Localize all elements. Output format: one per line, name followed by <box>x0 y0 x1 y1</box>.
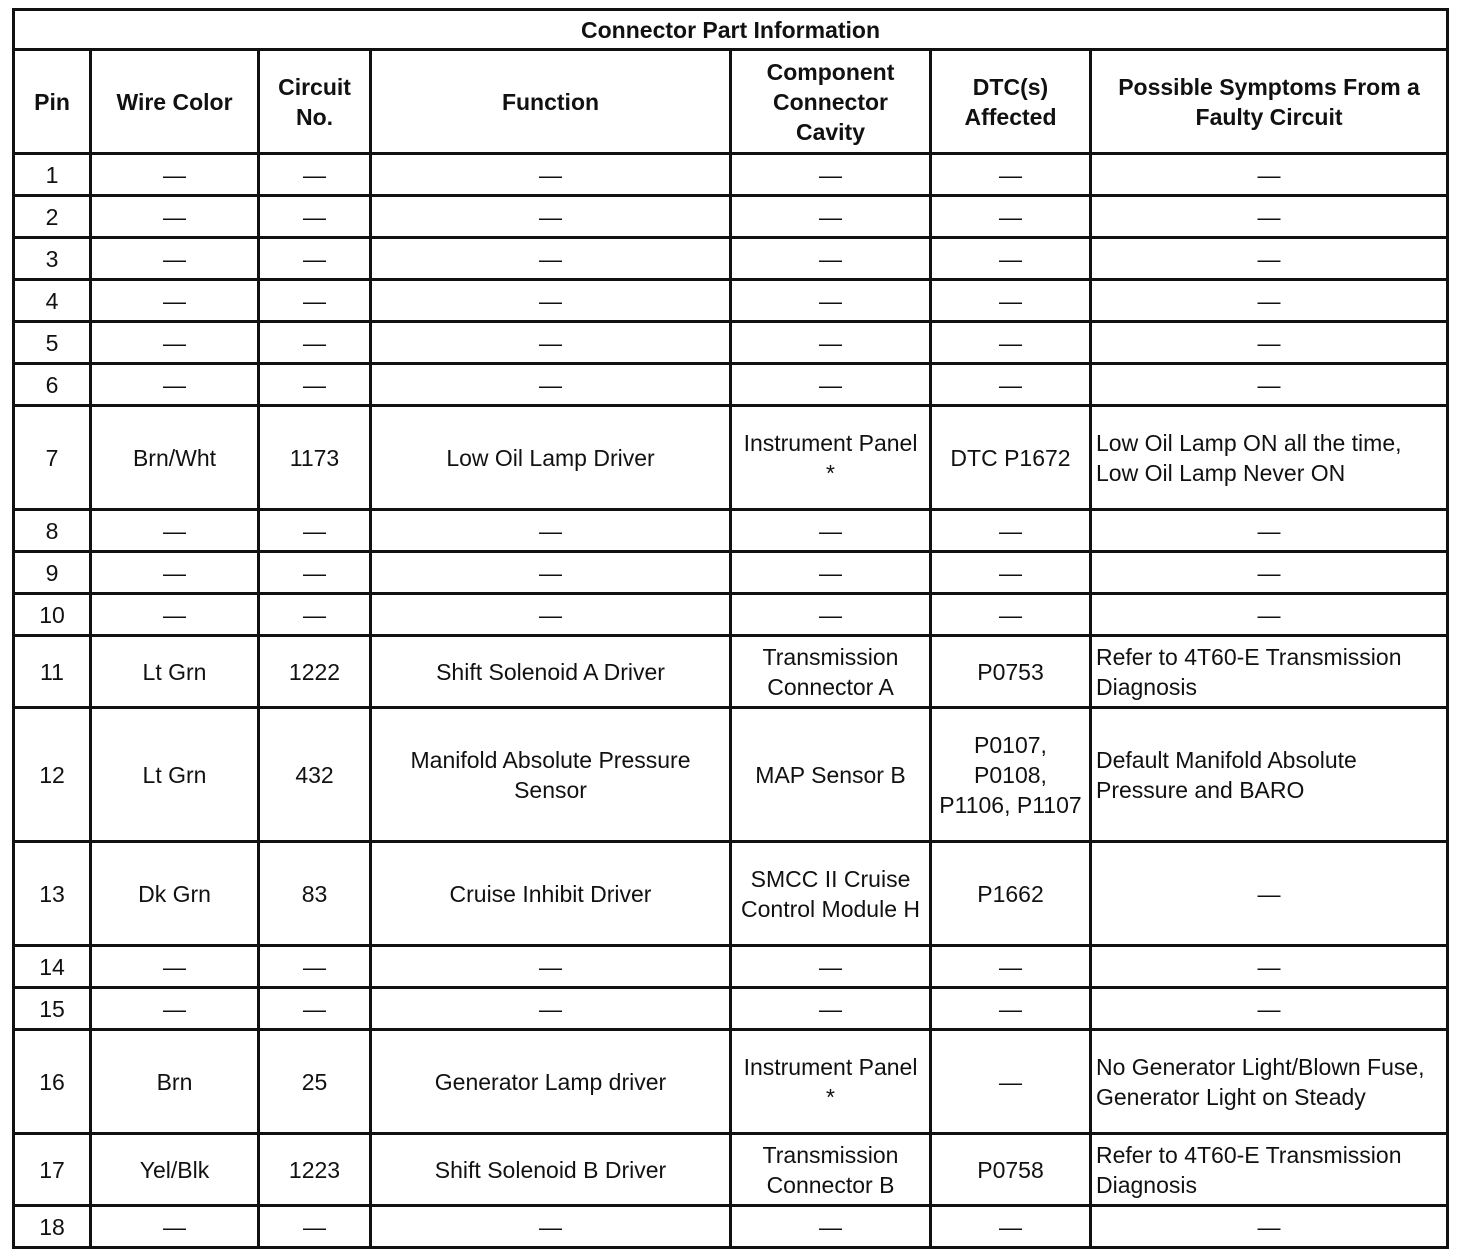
symptoms-cell: — <box>1091 280 1448 322</box>
symptoms-cell: — <box>1091 552 1448 594</box>
pin-cell: 3 <box>14 238 91 280</box>
function-cell: Low Oil Lamp Driver <box>371 406 731 510</box>
dtc-cell: — <box>931 280 1091 322</box>
pin-cell: 13 <box>14 842 91 946</box>
wire-color-cell: — <box>91 510 259 552</box>
function-cell: Shift Solenoid A Driver <box>371 636 731 708</box>
pin-cell: 15 <box>14 988 91 1030</box>
dtc-cell: — <box>931 1030 1091 1134</box>
circuit-no-cell: — <box>259 196 371 238</box>
table-row <box>14 280 1448 322</box>
wire-color-cell: — <box>91 364 259 406</box>
pin-cell: 8 <box>14 510 91 552</box>
dtc-cell: — <box>931 988 1091 1030</box>
wire-color-cell: — <box>91 196 259 238</box>
wire-color-cell: — <box>91 238 259 280</box>
symptoms-cell: Refer to 4T60-E Transmission Diagnosis <box>1091 1134 1448 1206</box>
wire-color-cell: Lt Grn <box>91 708 259 842</box>
function-cell: — <box>371 196 731 238</box>
pin-cell: 2 <box>14 196 91 238</box>
table-row <box>14 196 1448 238</box>
function-cell: — <box>371 946 731 988</box>
table-row <box>14 1030 1448 1134</box>
circuit-no-cell: — <box>259 552 371 594</box>
function-cell: — <box>371 154 731 196</box>
symptoms-cell: — <box>1091 946 1448 988</box>
symptoms-cell: — <box>1091 154 1448 196</box>
dtc-cell: — <box>931 594 1091 636</box>
table-row <box>14 708 1448 842</box>
table-row <box>14 238 1448 280</box>
symptoms-cell: — <box>1091 1206 1448 1248</box>
symptoms-cell: — <box>1091 196 1448 238</box>
pin-cell: 5 <box>14 322 91 364</box>
function-cell: — <box>371 988 731 1030</box>
pin-cell: 16 <box>14 1030 91 1134</box>
function-cell: — <box>371 552 731 594</box>
cavity-cell: — <box>731 1206 931 1248</box>
table-row <box>14 364 1448 406</box>
function-cell: — <box>371 510 731 552</box>
circuit-no-cell: — <box>259 322 371 364</box>
dtc-cell: P0758 <box>931 1134 1091 1206</box>
cavity-cell: — <box>731 154 931 196</box>
connector-table-container <box>12 8 1446 1249</box>
function-cell: Shift Solenoid B Driver <box>371 1134 731 1206</box>
table-row <box>14 842 1448 946</box>
header-function: Function <box>371 50 731 154</box>
symptoms-cell: — <box>1091 364 1448 406</box>
table-row <box>14 946 1448 988</box>
table-row <box>14 636 1448 708</box>
dtc-cell: — <box>931 154 1091 196</box>
function-cell: — <box>371 280 731 322</box>
circuit-no-cell: — <box>259 988 371 1030</box>
wire-color-cell: — <box>91 988 259 1030</box>
function-cell: — <box>371 322 731 364</box>
symptoms-cell: — <box>1091 988 1448 1030</box>
circuit-no-cell: 432 <box>259 708 371 842</box>
circuit-no-cell: — <box>259 594 371 636</box>
cavity-cell: Transmission Connector A <box>731 636 931 708</box>
pin-cell: 12 <box>14 708 91 842</box>
wire-color-cell: Yel/Blk <box>91 1134 259 1206</box>
circuit-no-cell: 25 <box>259 1030 371 1134</box>
cavity-cell: — <box>731 510 931 552</box>
symptoms-cell: — <box>1091 842 1448 946</box>
circuit-no-cell: 83 <box>259 842 371 946</box>
pin-cell: 18 <box>14 1206 91 1248</box>
pin-cell: 9 <box>14 552 91 594</box>
symptoms-cell: Default Manifold Absolute Pressure and BARO <box>1091 708 1448 842</box>
dtc-cell: — <box>931 510 1091 552</box>
header-possible-symptoms: Possible Symptoms From a Faulty Circuit <box>1091 50 1448 154</box>
pin-cell: 1 <box>14 154 91 196</box>
table-row <box>14 154 1448 196</box>
function-cell: Generator Lamp driver <box>371 1030 731 1134</box>
dtc-cell: P0753 <box>931 636 1091 708</box>
wire-color-cell: — <box>91 946 259 988</box>
wire-color-cell: — <box>91 322 259 364</box>
cavity-cell: — <box>731 594 931 636</box>
dtc-cell: DTC P1672 <box>931 406 1091 510</box>
dtc-cell: — <box>931 946 1091 988</box>
cavity-cell: — <box>731 196 931 238</box>
pin-cell: 4 <box>14 280 91 322</box>
cavity-cell: — <box>731 988 931 1030</box>
dtc-cell: — <box>931 1206 1091 1248</box>
table-row <box>14 406 1448 510</box>
wire-color-cell: — <box>91 552 259 594</box>
function-cell: — <box>371 594 731 636</box>
function-cell: — <box>371 364 731 406</box>
symptoms-cell: Refer to 4T60-E Transmission Diagnosis <box>1091 636 1448 708</box>
cavity-cell: Instrument Panel * <box>731 1030 931 1134</box>
dtc-cell: P1662 <box>931 842 1091 946</box>
cavity-cell: MAP Sensor B <box>731 708 931 842</box>
wire-color-cell: — <box>91 280 259 322</box>
table-row <box>14 1134 1448 1206</box>
circuit-no-cell: — <box>259 510 371 552</box>
pin-cell: 11 <box>14 636 91 708</box>
symptoms-cell: No Generator Light/Blown Fuse, Generator Light on Steady <box>1091 1030 1448 1134</box>
cavity-cell: Instrument Panel * <box>731 406 931 510</box>
symptoms-cell: — <box>1091 594 1448 636</box>
wire-color-cell: Brn <box>91 1030 259 1134</box>
header-wire-color: Wire Color <box>91 50 259 154</box>
symptoms-cell: Low Oil Lamp ON all the time, Low Oil Lamp Never ON <box>1091 406 1448 510</box>
cavity-cell: — <box>731 280 931 322</box>
pin-cell: 14 <box>14 946 91 988</box>
dtc-cell: — <box>931 322 1091 364</box>
header-component-cavity: Component Connector Cavity <box>731 50 931 154</box>
cavity-cell: — <box>731 322 931 364</box>
circuit-no-cell: — <box>259 946 371 988</box>
wire-color-cell: — <box>91 1206 259 1248</box>
cavity-cell: — <box>731 946 931 988</box>
table-row <box>14 594 1448 636</box>
wire-color-cell: — <box>91 154 259 196</box>
dtc-cell: — <box>931 552 1091 594</box>
dtc-cell: P0107, P0108, P1106, P1107 <box>931 708 1091 842</box>
cavity-cell: Transmission Connector B <box>731 1134 931 1206</box>
function-cell: Manifold Absolute Pressure Sensor <box>371 708 731 842</box>
function-cell: — <box>371 238 731 280</box>
wire-color-cell: Dk Grn <box>91 842 259 946</box>
table-row <box>14 510 1448 552</box>
dtc-cell: — <box>931 196 1091 238</box>
header-circuit-no: Circuit No. <box>259 50 371 154</box>
cavity-cell: — <box>731 238 931 280</box>
cavity-cell: SMCC II Cruise Control Module H <box>731 842 931 946</box>
symptoms-cell: — <box>1091 510 1448 552</box>
function-cell: Cruise Inhibit Driver <box>371 842 731 946</box>
header-dtc-affected: DTC(s) Affected <box>931 50 1091 154</box>
wire-color-cell: Lt Grn <box>91 636 259 708</box>
cavity-cell: — <box>731 552 931 594</box>
symptoms-cell: — <box>1091 322 1448 364</box>
table-row <box>14 552 1448 594</box>
circuit-no-cell: 1223 <box>259 1134 371 1206</box>
circuit-no-cell: — <box>259 364 371 406</box>
table-row <box>14 322 1448 364</box>
table-title: Connector Part Information <box>14 10 1448 50</box>
dtc-cell: — <box>931 364 1091 406</box>
function-cell: — <box>371 1206 731 1248</box>
pin-cell: 17 <box>14 1134 91 1206</box>
circuit-no-cell: 1222 <box>259 636 371 708</box>
circuit-no-cell: — <box>259 1206 371 1248</box>
circuit-no-cell: — <box>259 238 371 280</box>
header-row <box>14 50 1448 154</box>
wire-color-cell: Brn/Wht <box>91 406 259 510</box>
circuit-no-cell: — <box>259 280 371 322</box>
wire-color-cell: — <box>91 594 259 636</box>
pin-cell: 6 <box>14 364 91 406</box>
table-row <box>14 1206 1448 1248</box>
circuit-no-cell: — <box>259 154 371 196</box>
pin-cell: 7 <box>14 406 91 510</box>
dtc-cell: — <box>931 238 1091 280</box>
symptoms-cell: — <box>1091 238 1448 280</box>
connector-part-table <box>12 8 1449 1249</box>
header-pin: Pin <box>14 50 91 154</box>
pin-cell: 10 <box>14 594 91 636</box>
circuit-no-cell: 1173 <box>259 406 371 510</box>
table-row <box>14 988 1448 1030</box>
cavity-cell: — <box>731 364 931 406</box>
